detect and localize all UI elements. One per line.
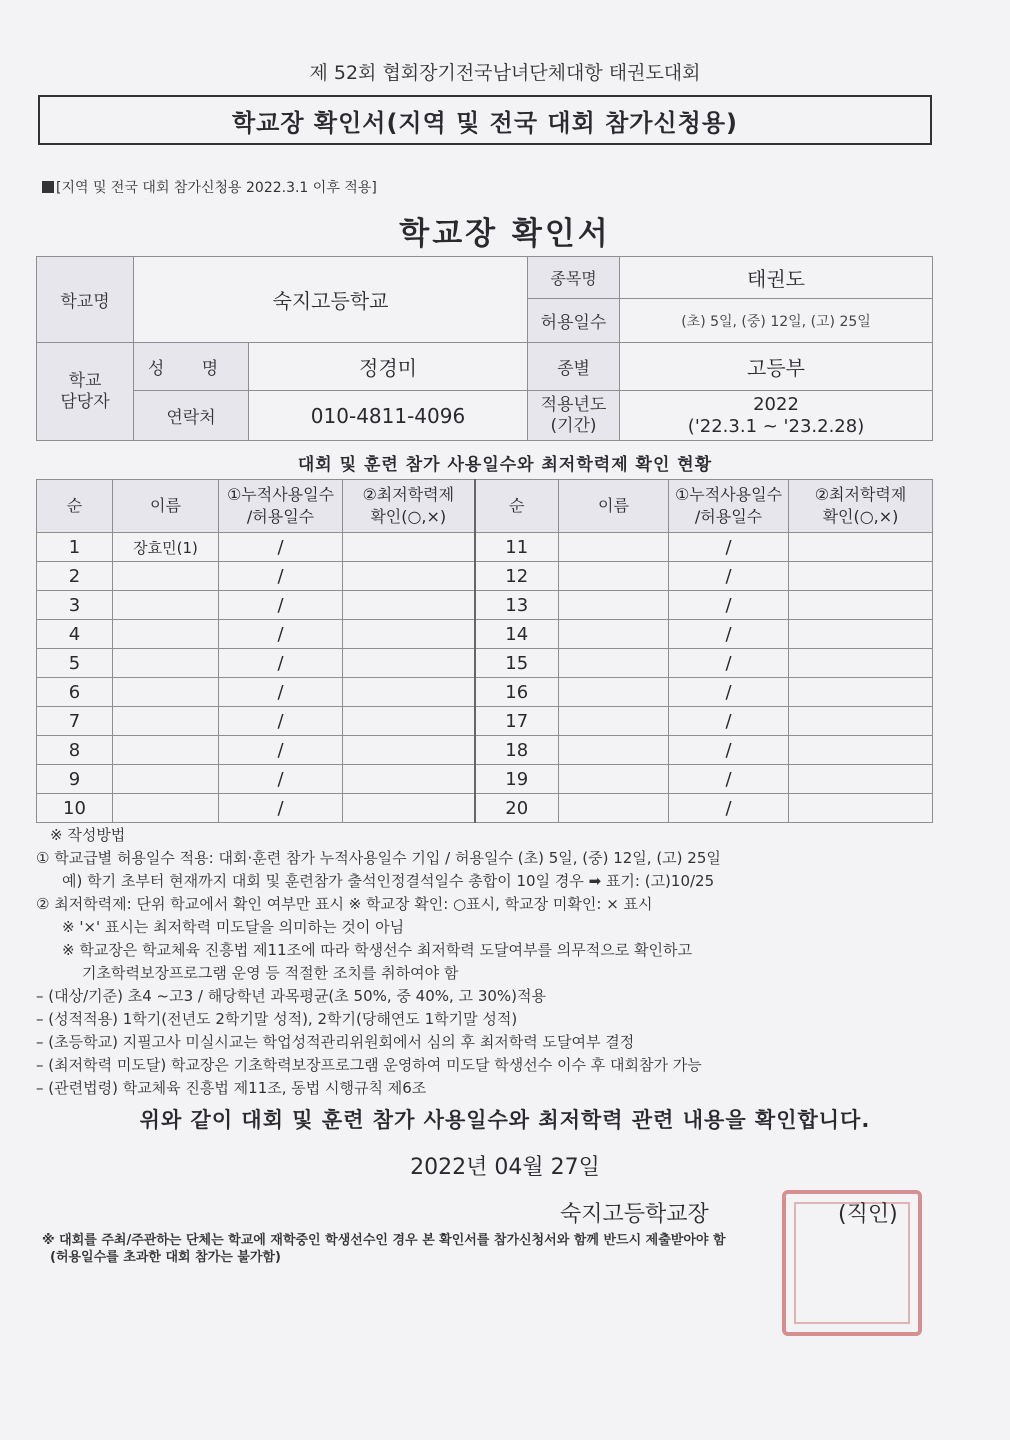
cumulative-days-cell: / bbox=[669, 707, 789, 736]
instruction-line: ② 최저학력제: 단위 학교에서 확인 여부만 표시 ※ 학교장 확인: ○표시, 학교장 미확인: × 표시 bbox=[36, 895, 653, 913]
student-name bbox=[559, 591, 669, 620]
academic-check-cell bbox=[789, 562, 933, 591]
issue-date: 2022년 04월 27일 bbox=[410, 1155, 600, 1180]
table-row bbox=[37, 533, 933, 562]
academic-check-cell bbox=[343, 794, 475, 823]
row-number: 9 bbox=[37, 765, 113, 794]
student-name bbox=[559, 736, 669, 765]
footnote-line: (허용일수를 초과한 대회 참가는 불가함) bbox=[50, 1250, 281, 1265]
cumulative-days-cell: / bbox=[219, 591, 343, 620]
table-row bbox=[37, 765, 933, 794]
footnote-line: ※ 대회를 주최/주관하는 단체는 학교에 재학중인 학생선수인 경우 본 확인서를 참가신청서와 함께 반드시 제출받아야 함 bbox=[42, 1233, 726, 1248]
confirmation-statement: 위와 같이 대회 및 훈련 참가 사용일수와 최저학력 관련 내용을 확인합니다. bbox=[139, 1108, 871, 1132]
student-name bbox=[113, 620, 219, 649]
header-academic-check-2: ②최저학력제 확인(○,×) bbox=[789, 480, 933, 533]
contact-name-label: 성 명 bbox=[134, 343, 249, 391]
event-title: 제 52회 협회장기전국남녀단체대항 태권도대회 bbox=[309, 62, 701, 84]
row-number: 8 bbox=[37, 736, 113, 765]
cumulative-days-cell: / bbox=[669, 649, 789, 678]
instruction-line: – (관련법령) 학교체육 진흥법 제11조, 동법 시행규칙 제6조 bbox=[36, 1079, 427, 1097]
category-value: 고등부 bbox=[620, 343, 933, 391]
roster-header-row bbox=[37, 480, 933, 533]
header-no-2: 순 bbox=[475, 480, 559, 533]
cumulative-days-cell: / bbox=[669, 562, 789, 591]
row-number: 5 bbox=[37, 649, 113, 678]
writing-instructions bbox=[36, 824, 936, 1100]
cumulative-days-cell: / bbox=[669, 591, 789, 620]
student-name bbox=[113, 649, 219, 678]
school-name-value: 숙지고등학교 bbox=[134, 257, 528, 343]
row-number: 16 bbox=[475, 678, 559, 707]
student-name bbox=[113, 707, 219, 736]
application-year-value: 2022 ('22.3.1 ~ '23.2.28) bbox=[620, 391, 933, 441]
student-name bbox=[113, 678, 219, 707]
table-row bbox=[37, 794, 933, 823]
academic-check-cell bbox=[789, 533, 933, 562]
instruction-line: ① 학교급별 허용일수 적용: 대회·훈련 참가 누적사용일수 기입 / 허용일수 (초) 5일, (중) 12일, (고) 25일 bbox=[36, 849, 721, 867]
table-row bbox=[37, 620, 933, 649]
instruction-line: 예) 학기 초부터 현재까지 대회 및 훈련참가 출석인정결석일수 총합이 10일 경우 ➡ 표기: (고)10/25 bbox=[62, 872, 715, 890]
student-name bbox=[559, 707, 669, 736]
table-row bbox=[37, 736, 933, 765]
student-name bbox=[559, 765, 669, 794]
academic-check-cell bbox=[789, 649, 933, 678]
cumulative-days-cell: / bbox=[669, 533, 789, 562]
header-cumulative-days-2: ①누적사용일수 /허용일수 bbox=[669, 480, 789, 533]
academic-check-cell bbox=[343, 620, 475, 649]
cumulative-days-cell: / bbox=[669, 765, 789, 794]
contact-name-value: 정경미 bbox=[249, 343, 528, 391]
header-cumulative-days: ①누적사용일수 /허용일수 bbox=[219, 480, 343, 533]
academic-check-cell bbox=[343, 533, 475, 562]
student-name bbox=[559, 794, 669, 823]
row-number: 14 bbox=[475, 620, 559, 649]
student-name bbox=[113, 765, 219, 794]
student-name bbox=[113, 562, 219, 591]
cumulative-days-cell: / bbox=[219, 794, 343, 823]
academic-check-cell bbox=[789, 736, 933, 765]
row-number: 7 bbox=[37, 707, 113, 736]
instruction-line: ※ 학교장은 학교체육 진흥법 제11조에 따라 학생선수 최저학력 도달여부를 의무적으로 확인하고 bbox=[62, 941, 692, 959]
academic-check-cell bbox=[343, 736, 475, 765]
row-number: 11 bbox=[475, 533, 559, 562]
academic-check-cell bbox=[789, 591, 933, 620]
row-number: 4 bbox=[37, 620, 113, 649]
header-academic-check: ②최저학력제 확인(○,×) bbox=[343, 480, 475, 533]
row-number: 19 bbox=[475, 765, 559, 794]
boxed-form-title: 학교장 확인서(지역 및 전국 대회 참가신청용) bbox=[38, 95, 932, 145]
applicability-note-text: [지역 및 전국 대회 참가신청용 2022.3.1 이후 적용] bbox=[56, 180, 377, 196]
row-number: 1 bbox=[37, 533, 113, 562]
student-name bbox=[559, 649, 669, 678]
student-name bbox=[559, 620, 669, 649]
academic-check-cell bbox=[789, 794, 933, 823]
row-number: 10 bbox=[37, 794, 113, 823]
applicability-note bbox=[42, 177, 377, 197]
table-row bbox=[37, 562, 933, 591]
cumulative-days-cell: / bbox=[219, 620, 343, 649]
cumulative-days-cell: / bbox=[669, 736, 789, 765]
school-info-table bbox=[36, 256, 933, 441]
academic-check-cell bbox=[343, 707, 475, 736]
row-number: 17 bbox=[475, 707, 559, 736]
cumulative-days-cell: / bbox=[219, 736, 343, 765]
cumulative-days-cell: / bbox=[219, 678, 343, 707]
row-number: 6 bbox=[37, 678, 113, 707]
event-name-label: 종목명 bbox=[528, 257, 620, 299]
table-row bbox=[37, 707, 933, 736]
academic-check-cell bbox=[789, 678, 933, 707]
event-name-value: 태권도 bbox=[620, 257, 933, 299]
cumulative-days-cell: / bbox=[219, 562, 343, 591]
student-name bbox=[113, 736, 219, 765]
roster-body bbox=[37, 533, 933, 823]
instruction-line: ※ '×' 표시는 최저학력 미도달을 의미하는 것이 아님 bbox=[62, 918, 405, 936]
table-row bbox=[37, 591, 933, 620]
student-name bbox=[559, 562, 669, 591]
square-bullet-icon bbox=[42, 181, 54, 193]
student-name bbox=[113, 591, 219, 620]
principal-name: 숙지고등학교장 bbox=[560, 1202, 709, 1227]
instruction-line: – (대상/기준) 초4 ~고3 / 해당학년 과목평균(초 50%, 중 40%, 고 30%)적용 bbox=[36, 987, 546, 1005]
instruction-line: – (최저학력 미도달) 학교장은 기초학력보장프로그램 운영하여 미도달 학생선수 이수 후 대회참가 가능 bbox=[36, 1056, 702, 1074]
cumulative-days-cell: / bbox=[669, 794, 789, 823]
contact-phone-value: 010-4811-4096 bbox=[249, 391, 528, 441]
cumulative-days-cell: / bbox=[219, 765, 343, 794]
seal-mark-label: (직인) bbox=[838, 1202, 898, 1227]
student-name bbox=[559, 678, 669, 707]
footnote bbox=[42, 1232, 922, 1266]
academic-check-cell bbox=[343, 562, 475, 591]
header-name-2: 이름 bbox=[559, 480, 669, 533]
row-number: 12 bbox=[475, 562, 559, 591]
category-label: 종별 bbox=[528, 343, 620, 391]
cumulative-days-cell: / bbox=[669, 678, 789, 707]
cumulative-days-cell: / bbox=[219, 649, 343, 678]
row-number: 13 bbox=[475, 591, 559, 620]
allowed-days-value: (초) 5일, (중) 12일, (고) 25일 bbox=[620, 299, 933, 343]
school-contact-label: 학교 담당자 bbox=[37, 343, 134, 441]
row-number: 3 bbox=[37, 591, 113, 620]
student-name bbox=[559, 533, 669, 562]
status-section-title: 대회 및 훈련 참가 사용일수와 최저학력제 확인 현황 bbox=[297, 455, 713, 475]
cumulative-days-cell: / bbox=[219, 707, 343, 736]
instructions-heading: ※ 작성방법 bbox=[50, 826, 126, 844]
row-number: 15 bbox=[475, 649, 559, 678]
instruction-line: 기초학력보장프로그램 운영 등 적절한 조치를 취하여야 함 bbox=[82, 964, 459, 982]
academic-check-cell bbox=[343, 765, 475, 794]
header-name: 이름 bbox=[113, 480, 219, 533]
table-row bbox=[37, 678, 933, 707]
instruction-line: – (성적적용) 1학기(전년도 2학기말 성적), 2학기(당해연도 1학기말 성적) bbox=[36, 1010, 518, 1028]
cumulative-days-cell: / bbox=[669, 620, 789, 649]
application-year-label: 적용년도 (기간) bbox=[528, 391, 620, 441]
header-no: 순 bbox=[37, 480, 113, 533]
school-name-label: 학교명 bbox=[37, 257, 134, 343]
row-number: 20 bbox=[475, 794, 559, 823]
academic-check-cell bbox=[343, 649, 475, 678]
student-name bbox=[113, 794, 219, 823]
document-title: 학교장 확인서 bbox=[399, 216, 611, 252]
academic-check-cell bbox=[343, 678, 475, 707]
roster-table bbox=[36, 479, 933, 823]
academic-check-cell bbox=[789, 707, 933, 736]
row-number: 2 bbox=[37, 562, 113, 591]
academic-check-cell bbox=[789, 765, 933, 794]
academic-check-cell bbox=[343, 591, 475, 620]
row-number: 18 bbox=[475, 736, 559, 765]
academic-check-cell bbox=[789, 620, 933, 649]
contact-phone-label: 연락처 bbox=[134, 391, 249, 441]
student-name: 장효민(1) bbox=[113, 533, 219, 562]
cumulative-days-cell: / bbox=[219, 533, 343, 562]
allowed-days-label: 허용일수 bbox=[528, 299, 620, 343]
instruction-line: – (초등학교) 지필고사 미실시교는 학업성적관리위원회에서 심의 후 최저학력 도달여부 결정 bbox=[36, 1033, 635, 1051]
table-row bbox=[37, 649, 933, 678]
